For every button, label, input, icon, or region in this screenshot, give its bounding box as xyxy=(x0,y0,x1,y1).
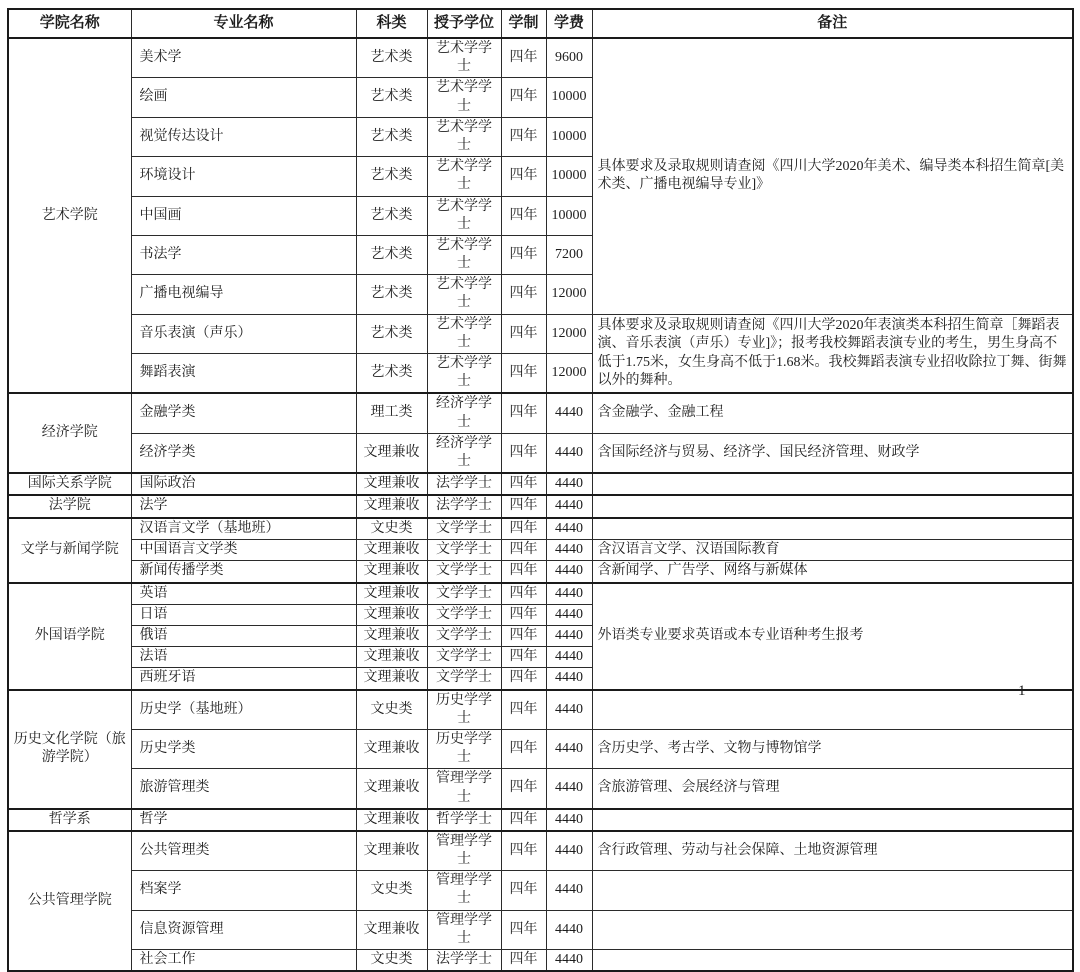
remark-cell xyxy=(592,690,1073,730)
duration-cell: 四年 xyxy=(501,473,546,495)
degree-cell: 法学学士 xyxy=(427,950,501,972)
table-row xyxy=(8,38,1073,78)
subject-type-cell: 文史类 xyxy=(356,518,427,540)
subject-type-cell: 文理兼收 xyxy=(356,604,427,625)
duration-cell: 四年 xyxy=(501,729,546,768)
duration-cell: 四年 xyxy=(501,433,546,473)
subject-type-cell: 艺术类 xyxy=(356,354,427,394)
remark-cell xyxy=(592,950,1073,972)
tuition-cell: 4440 xyxy=(546,518,592,540)
major-cell: 法学 xyxy=(131,495,356,517)
college-cell: 公共管理学院 xyxy=(8,831,131,971)
college-cell: 文学与新闻学院 xyxy=(8,518,131,583)
subject-type-cell: 文史类 xyxy=(356,871,427,910)
degree-cell: 历史学学士 xyxy=(427,690,501,730)
tuition-cell: 4440 xyxy=(546,433,592,473)
duration-cell: 四年 xyxy=(501,518,546,540)
subject-type-cell: 文理兼收 xyxy=(356,831,427,871)
table-row xyxy=(8,473,1073,495)
duration-cell: 四年 xyxy=(501,314,546,353)
degree-cell: 管理学学士 xyxy=(427,871,501,910)
table-row xyxy=(8,433,1073,473)
table-row xyxy=(8,910,1073,949)
tuition-cell: 4440 xyxy=(546,393,592,433)
degree-cell: 文学学士 xyxy=(427,518,501,540)
duration-cell: 四年 xyxy=(501,668,546,690)
degree-cell: 艺术学学士 xyxy=(427,157,501,196)
major-cell: 金融学类 xyxy=(131,393,356,433)
admissions-table xyxy=(7,8,1074,972)
duration-cell: 四年 xyxy=(501,275,546,314)
duration-cell: 四年 xyxy=(501,561,546,583)
duration-cell: 四年 xyxy=(501,196,546,235)
degree-cell: 哲学学士 xyxy=(427,809,501,831)
duration-cell: 四年 xyxy=(501,604,546,625)
degree-cell: 艺术学学士 xyxy=(427,117,501,156)
duration-cell: 四年 xyxy=(501,495,546,517)
tuition-cell: 10000 xyxy=(546,196,592,235)
tuition-cell: 12000 xyxy=(546,275,592,314)
college-cell: 法学院 xyxy=(8,495,131,517)
tuition-cell: 4440 xyxy=(546,604,592,625)
duration-cell: 四年 xyxy=(501,539,546,560)
tuition-cell: 10000 xyxy=(546,157,592,196)
college-cell: 艺术学院 xyxy=(8,38,131,393)
degree-cell: 艺术学学士 xyxy=(427,38,501,78)
subject-type-cell: 文理兼收 xyxy=(356,433,427,473)
major-cell: 绘画 xyxy=(131,78,356,117)
duration-cell: 四年 xyxy=(501,354,546,394)
duration-cell: 四年 xyxy=(501,38,546,78)
remark-cell: 外语类专业要求英语或本专业语种考生报考 xyxy=(592,583,1073,690)
degree-cell: 经济学学士 xyxy=(427,393,501,433)
tuition-cell: 4440 xyxy=(546,647,592,668)
major-cell: 书法学 xyxy=(131,235,356,274)
tuition-cell: 7200 xyxy=(546,235,592,274)
major-cell: 历史学（基地班） xyxy=(131,690,356,730)
remark-cell xyxy=(592,473,1073,495)
degree-cell: 艺术学学士 xyxy=(427,196,501,235)
header-major: 专业名称 xyxy=(131,9,356,38)
major-cell: 档案学 xyxy=(131,871,356,910)
major-cell: 哲学 xyxy=(131,809,356,831)
college-cell: 外国语学院 xyxy=(8,583,131,690)
major-cell: 新闻传播学类 xyxy=(131,561,356,583)
subject-type-cell: 艺术类 xyxy=(356,117,427,156)
tuition-cell: 12000 xyxy=(546,314,592,353)
tuition-cell: 4440 xyxy=(546,729,592,768)
subject-type-cell: 艺术类 xyxy=(356,78,427,117)
tuition-cell: 4440 xyxy=(546,831,592,871)
remark-cell xyxy=(592,518,1073,540)
degree-cell: 文学学士 xyxy=(427,583,501,605)
remark-cell: 含汉语言文学、汉语国际教育 xyxy=(592,539,1073,560)
duration-cell: 四年 xyxy=(501,769,546,809)
header-subject: 科类 xyxy=(356,9,427,38)
degree-cell: 艺术学学士 xyxy=(427,235,501,274)
degree-cell: 文学学士 xyxy=(427,626,501,647)
major-cell: 历史学类 xyxy=(131,729,356,768)
degree-cell: 管理学学士 xyxy=(427,831,501,871)
subject-type-cell: 文理兼收 xyxy=(356,539,427,560)
table-row xyxy=(8,518,1073,540)
degree-cell: 管理学学士 xyxy=(427,769,501,809)
table-row xyxy=(8,831,1073,871)
tuition-cell: 4440 xyxy=(546,473,592,495)
table-row xyxy=(8,871,1073,910)
tuition-cell: 4440 xyxy=(546,871,592,910)
duration-cell: 四年 xyxy=(501,809,546,831)
degree-cell: 文学学士 xyxy=(427,647,501,668)
tuition-cell: 4440 xyxy=(546,910,592,949)
tuition-cell: 12000 xyxy=(546,354,592,394)
table-row xyxy=(8,809,1073,831)
header-tuition: 学费 xyxy=(546,9,592,38)
subject-type-cell: 文史类 xyxy=(356,690,427,730)
tuition-cell: 4440 xyxy=(546,950,592,972)
major-cell: 西班牙语 xyxy=(131,668,356,690)
subject-type-cell: 艺术类 xyxy=(356,157,427,196)
major-cell: 环境设计 xyxy=(131,157,356,196)
major-cell: 广播电视编导 xyxy=(131,275,356,314)
remark-cell: 含金融学、金融工程 xyxy=(592,393,1073,433)
duration-cell: 四年 xyxy=(501,690,546,730)
major-cell: 日语 xyxy=(131,604,356,625)
major-cell: 法语 xyxy=(131,647,356,668)
remark-cell: 含国际经济与贸易、经济学、国民经济管理、财政学 xyxy=(592,433,1073,473)
table-row xyxy=(8,690,1073,730)
major-cell: 信息资源管理 xyxy=(131,910,356,949)
degree-cell: 管理学学士 xyxy=(427,910,501,949)
major-cell: 社会工作 xyxy=(131,950,356,972)
duration-cell: 四年 xyxy=(501,157,546,196)
college-cell: 哲学系 xyxy=(8,809,131,831)
tuition-cell: 4440 xyxy=(546,769,592,809)
major-cell: 汉语言文学（基地班） xyxy=(131,518,356,540)
major-cell: 中国画 xyxy=(131,196,356,235)
tuition-cell: 4440 xyxy=(546,583,592,605)
major-cell: 音乐表演（声乐） xyxy=(131,314,356,353)
remark-cell xyxy=(592,809,1073,831)
tuition-cell: 4440 xyxy=(546,626,592,647)
header-degree: 授予学位 xyxy=(427,9,501,38)
table-row xyxy=(8,561,1073,583)
remark-cell: 含行政管理、劳动与社会保障、土地资源管理 xyxy=(592,831,1073,871)
subject-type-cell: 文理兼收 xyxy=(356,647,427,668)
table-row xyxy=(8,729,1073,768)
table-row xyxy=(8,539,1073,560)
degree-cell: 艺术学学士 xyxy=(427,275,501,314)
table-row xyxy=(8,393,1073,433)
duration-cell: 四年 xyxy=(501,626,546,647)
subject-type-cell: 艺术类 xyxy=(356,196,427,235)
college-cell: 经济学院 xyxy=(8,393,131,473)
major-cell: 英语 xyxy=(131,583,356,605)
duration-cell: 四年 xyxy=(501,78,546,117)
subject-type-cell: 文理兼收 xyxy=(356,561,427,583)
subject-type-cell: 艺术类 xyxy=(356,275,427,314)
subject-type-cell: 艺术类 xyxy=(356,235,427,274)
header-duration: 学制 xyxy=(501,9,546,38)
tuition-cell: 4440 xyxy=(546,668,592,690)
degree-cell: 经济学学士 xyxy=(427,433,501,473)
major-cell: 经济学类 xyxy=(131,433,356,473)
major-cell: 公共管理类 xyxy=(131,831,356,871)
tuition-cell: 4440 xyxy=(546,690,592,730)
subject-type-cell: 文理兼收 xyxy=(356,769,427,809)
remark-cell: 含历史学、考古学、文物与博物馆学 xyxy=(592,729,1073,768)
degree-cell: 文学学士 xyxy=(427,539,501,560)
subject-type-cell: 文理兼收 xyxy=(356,626,427,647)
degree-cell: 艺术学学士 xyxy=(427,314,501,353)
subject-type-cell: 艺术类 xyxy=(356,38,427,78)
degree-cell: 法学学士 xyxy=(427,495,501,517)
remark-cell xyxy=(592,871,1073,910)
degree-cell: 艺术学学士 xyxy=(427,354,501,394)
tuition-cell: 4440 xyxy=(546,809,592,831)
page-number: 1 xyxy=(1018,683,1026,699)
table-row xyxy=(8,314,1073,353)
duration-cell: 四年 xyxy=(501,950,546,972)
degree-cell: 文学学士 xyxy=(427,668,501,690)
tuition-cell: 10000 xyxy=(546,117,592,156)
duration-cell: 四年 xyxy=(501,583,546,605)
table-row xyxy=(8,495,1073,517)
duration-cell: 四年 xyxy=(501,910,546,949)
major-cell: 旅游管理类 xyxy=(131,769,356,809)
header-college: 学院名称 xyxy=(8,9,131,38)
duration-cell: 四年 xyxy=(501,647,546,668)
degree-cell: 艺术学学士 xyxy=(427,78,501,117)
subject-type-cell: 文理兼收 xyxy=(356,473,427,495)
subject-type-cell: 文理兼收 xyxy=(356,729,427,768)
major-cell: 舞蹈表演 xyxy=(131,354,356,394)
college-cell: 国际关系学院 xyxy=(8,473,131,495)
table-row xyxy=(8,583,1073,605)
table-row xyxy=(8,769,1073,809)
remark-cell xyxy=(592,495,1073,517)
duration-cell: 四年 xyxy=(501,393,546,433)
duration-cell: 四年 xyxy=(501,235,546,274)
duration-cell: 四年 xyxy=(501,831,546,871)
major-cell: 俄语 xyxy=(131,626,356,647)
tuition-cell: 4440 xyxy=(546,495,592,517)
table-row xyxy=(8,950,1073,972)
major-cell: 视觉传达设计 xyxy=(131,117,356,156)
duration-cell: 四年 xyxy=(501,117,546,156)
major-cell: 美术学 xyxy=(131,38,356,78)
degree-cell: 文学学士 xyxy=(427,604,501,625)
degree-cell: 文学学士 xyxy=(427,561,501,583)
remark-cell: 含旅游管理、会展经济与管理 xyxy=(592,769,1073,809)
remark-cell: 具体要求及录取规则请查阅《四川大学2020年表演类本科招生简章［舞蹈表演、音乐表演（声乐）专业]》；报考我校舞蹈表演专业的考生，男生身高不低于1.75米，女生身高不低于1.68米。我校舞蹈表演专业招收除拉丁舞、街舞以外的舞种。 xyxy=(592,314,1073,393)
degree-cell: 历史学学士 xyxy=(427,729,501,768)
tuition-cell: 10000 xyxy=(546,78,592,117)
college-cell: 历史文化学院（旅游学院） xyxy=(8,690,131,809)
subject-type-cell: 文理兼收 xyxy=(356,910,427,949)
subject-type-cell: 文理兼收 xyxy=(356,495,427,517)
major-cell: 中国语言文学类 xyxy=(131,539,356,560)
tuition-cell: 4440 xyxy=(546,539,592,560)
subject-type-cell: 艺术类 xyxy=(356,314,427,353)
major-cell: 国际政治 xyxy=(131,473,356,495)
remark-cell: 具体要求及录取规则请查阅《四川大学2020年美术、编导类本科招生简章[美术类、广播电视编导专业]》 xyxy=(592,38,1073,314)
subject-type-cell: 文理兼收 xyxy=(356,809,427,831)
subject-type-cell: 文理兼收 xyxy=(356,583,427,605)
tuition-cell: 9600 xyxy=(546,38,592,78)
subject-type-cell: 理工类 xyxy=(356,393,427,433)
degree-cell: 法学学士 xyxy=(427,473,501,495)
subject-type-cell: 文史类 xyxy=(356,950,427,972)
header-row xyxy=(8,9,1073,38)
duration-cell: 四年 xyxy=(501,871,546,910)
tuition-cell: 4440 xyxy=(546,561,592,583)
remark-cell xyxy=(592,910,1073,949)
header-remarks: 备注 xyxy=(592,9,1073,38)
subject-type-cell: 文理兼收 xyxy=(356,668,427,690)
remark-cell: 含新闻学、广告学、网络与新媒体 xyxy=(592,561,1073,583)
